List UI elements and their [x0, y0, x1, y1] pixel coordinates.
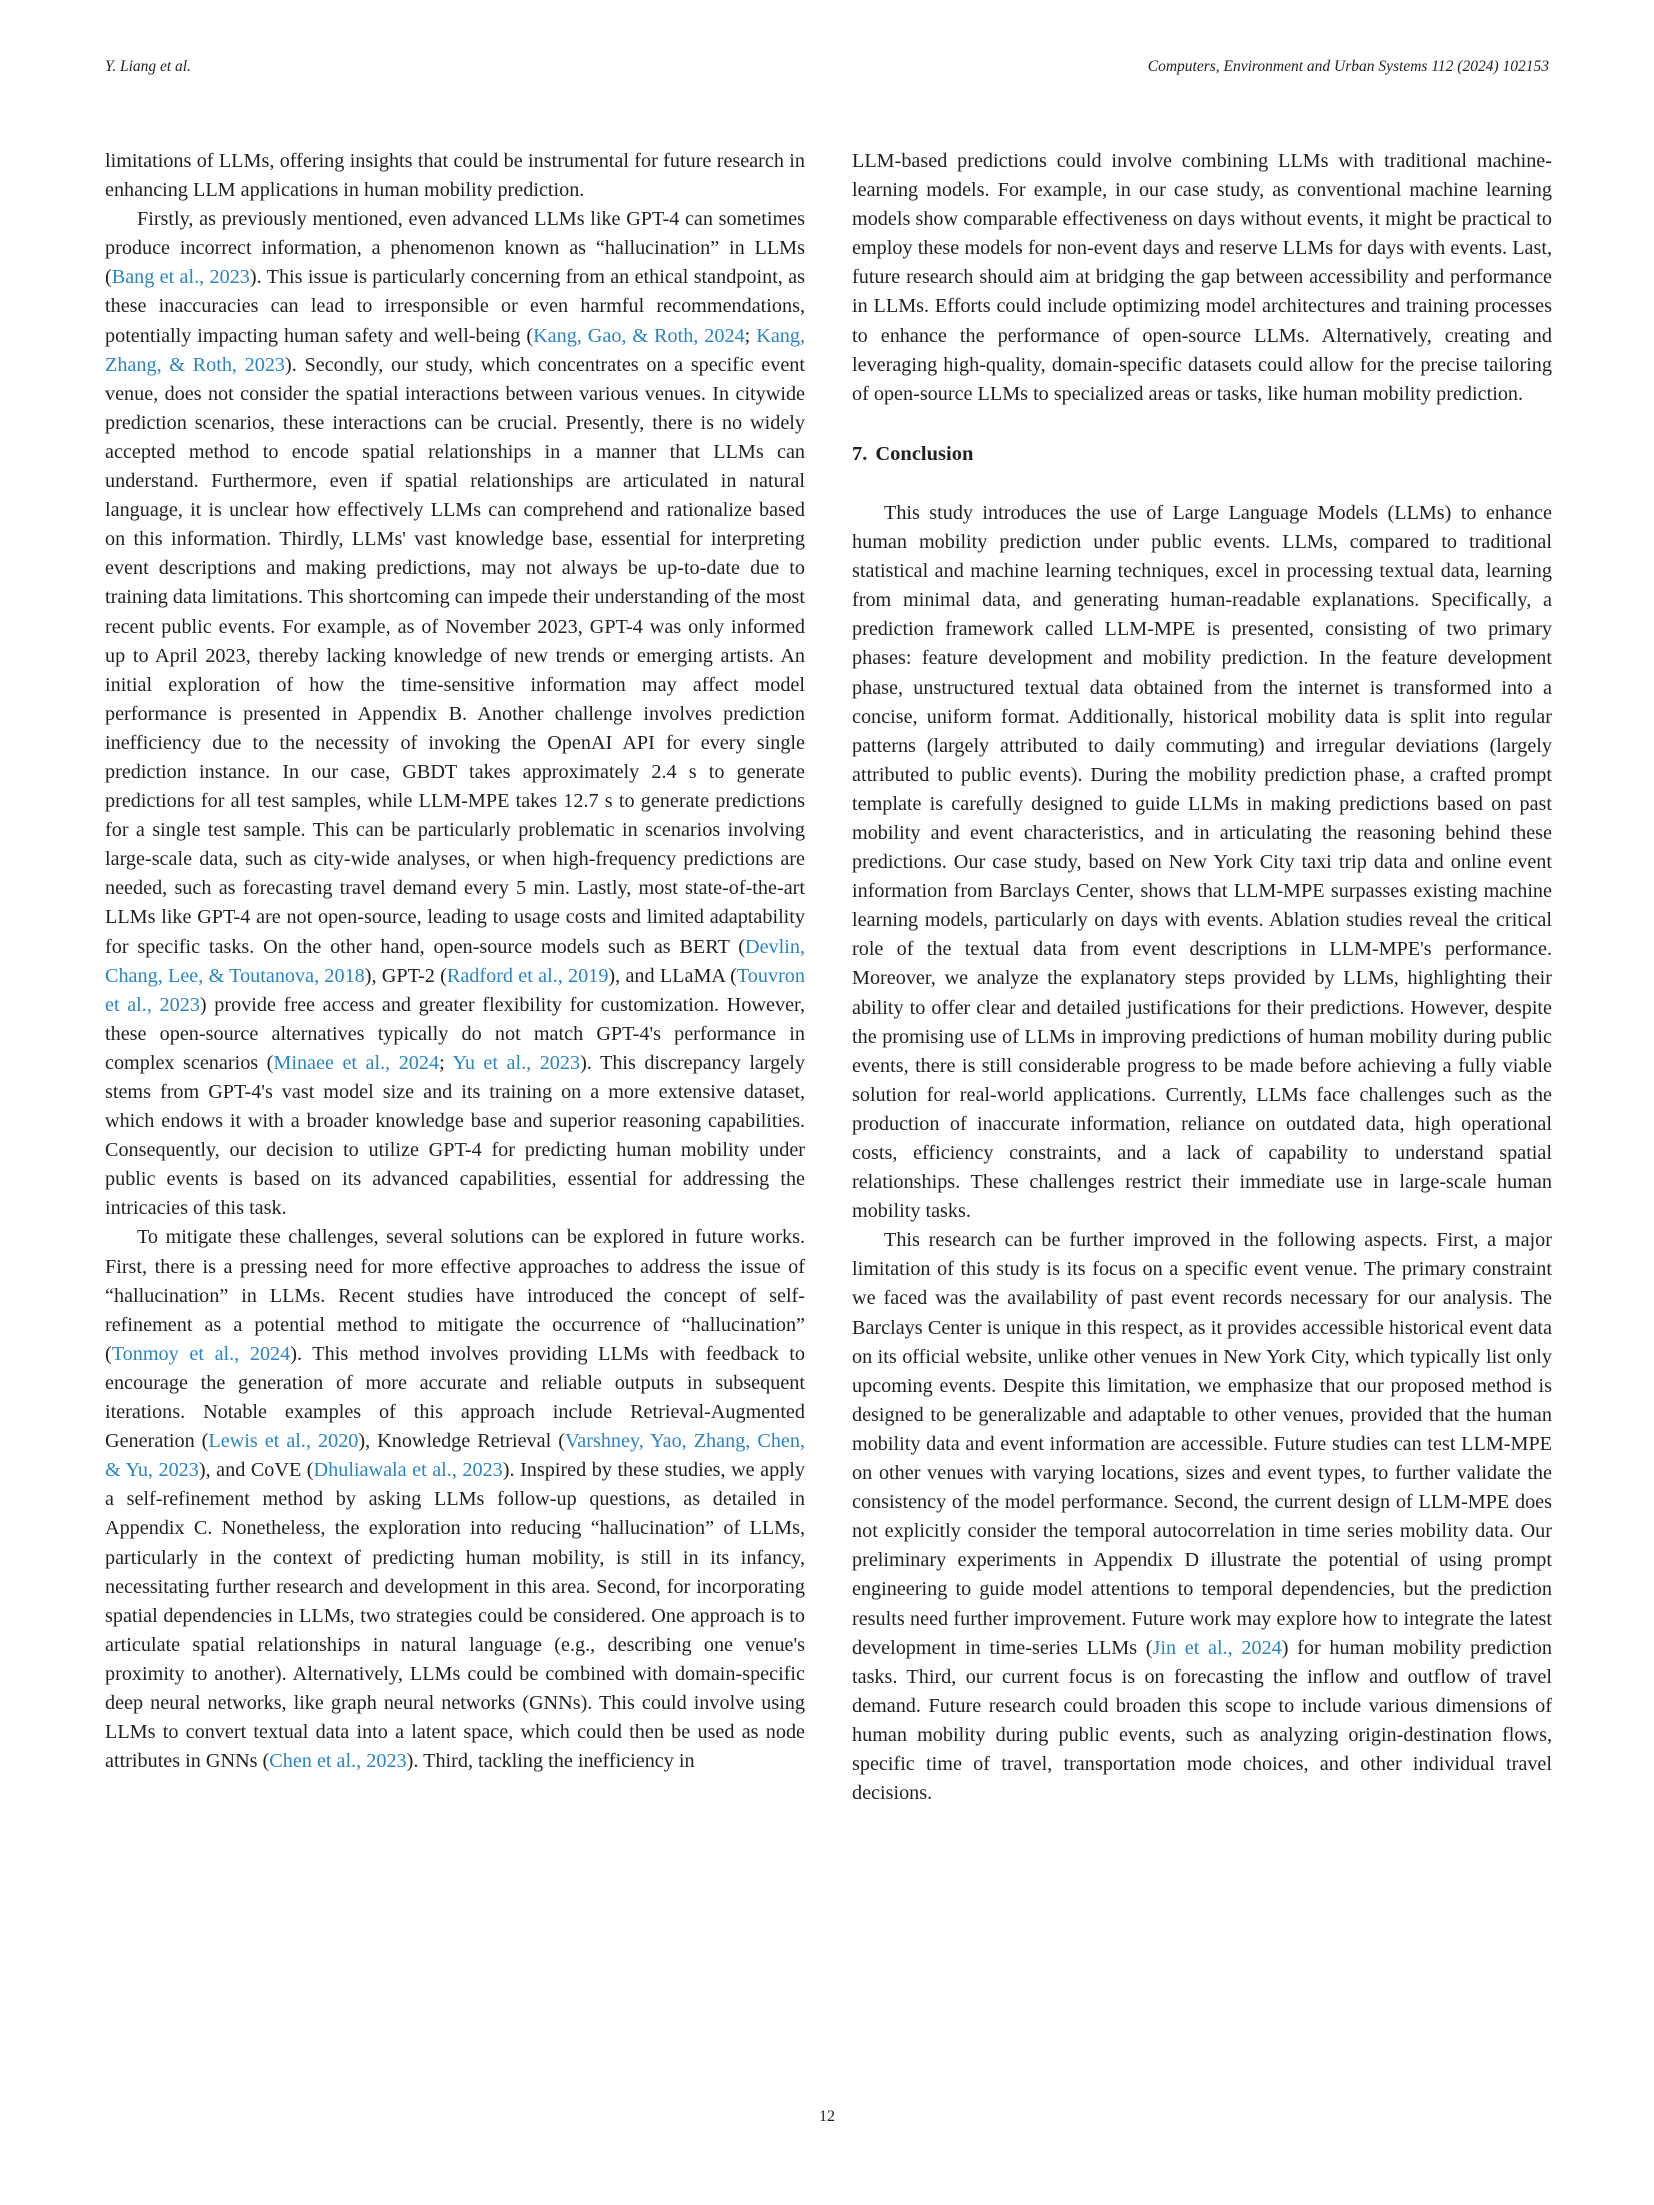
citation-link[interactable]: Chen et al., 2023: [269, 1750, 407, 1773]
citation-link[interactable]: Yu et al., 2023: [452, 1051, 581, 1074]
citation-link[interactable]: Minaee et al., 2024: [273, 1051, 440, 1074]
citation-link[interactable]: Bang et al., 2023: [111, 266, 250, 289]
text-run: ). This issue is particularly concerning from an ethical standpoint, as these inaccuracies can lead to irresponsible or even harmful recommendations, potentially impacting human safety and well-being (: [105, 266, 805, 347]
paragraph-continuation: limitations of LLMs, offering insights that could be instrumental for future research in enhancing LLM applications in human mobility prediction.: [105, 150, 805, 202]
section-title: Conclusion: [875, 442, 974, 465]
paragraph-continuation: LLM-based predictions could involve combining LLMs with traditional machine-learning models. For example, in our case study, as conventional machine learning models show comparable effectiveness on days without events, it might be practical to employ these models for non-event days and reserve LLMs for days with events. Last, future research should aim at bridging the gap between accessibility and performance in LLMs. Efforts could include optimizing model architectures and training processes to enhance the performance of open-source LLMs. Alternatively, creating and leveraging high-quality, domain-specific datasets could allow for the precise tailoring of open-source LLMs to specialized areas or tasks, like human mobility prediction.: [852, 150, 1552, 405]
text-run: To mitigate these challenges, several solutions can be explored in future works. First, there is a pressing need for more effective approaches to address the issue of “hallucination” in LLMs. Recent studies have introduced the concept of self-refinement as a potential method to mitigate the occurrence of “hallucination” (: [105, 1226, 805, 1365]
text-run: ). This discrepancy largely stems from GPT-4's vast model size and its training on a more extensive dataset, which endows it with a broader knowledge base and superior reasoning capabilities. Consequently, our decision to utilize GPT-4 for predicting human mobility under public events is based on its advanced capabilities, essential for addressing the intricacies of this task.: [105, 1051, 806, 1220]
text-run: ), and LLaMA (: [608, 964, 737, 987]
text-run: ). This method involves providing LLMs with feedback to encourage the generation of more accurate and reliable outputs in subsequent iterations. Notable examples of this approach include Retrieval-Augmented Generation (: [105, 1342, 805, 1453]
citation-link[interactable]: Jin et al., 2024: [1152, 1636, 1282, 1659]
text-run: ;: [744, 324, 757, 347]
text-run: ), Knowledge Retrieval (: [358, 1430, 565, 1453]
right-column: [852, 147, 1552, 1808]
section-heading-conclusion: [852, 440, 1552, 469]
citation-link[interactable]: Radford et al., 2019: [446, 964, 609, 987]
text-run: This research can be further improved in the following aspects. First, a major limitation of this study is its focus on a specific event venue. The primary constraint we faced was the availability of past event records necessary for our analysis. The Barclays Center is unique in this respect, as it provides accessible historical event data on its official website, unlike other venues in New York City, which typically list only upcoming events. Despite this limitation, we emphasize that our proposed method is designed to be generalizable and adaptable to other venues, provided that the human mobility data and event information are accessible. Future studies can test LLM-MPE on other venues with varying locations, sizes and event types, to further validate the consistency of the model performance. Second, the current design of LLM-MPE does not explicitly consider the temporal autocorrelation in time series mobility data. Our preliminary experiments in Appendix D illustrate the potential of using prompt engineering to guide model attentions to temporal dependencies, but the prediction results need further improvement. Future work may explore how to integrate the latest development in time-series LLMs (: [852, 1229, 1552, 1659]
citation-link[interactable]: Kang, Zhang, & Roth, 2023: [105, 324, 806, 376]
text-run: ). Secondly, our study, which concentrates on a specific event venue, does not consider the spatial interactions between various venues. In citywide prediction scenarios, these interactions can be crucial. Presently, there is no widely accepted method to encode spatial relationships in a manner that LLMs can understand. Furthermore, even if spatial relationships are articulated in natural language, it is unclear how effectively LLMs can comprehend and rationalize based on this information. Thirdly, LLMs' vast knowledge base, essential for interpreting event descriptions and making predictions, may not always be up-to-date due to training data limitations. This shortcoming can impede their understanding of the most recent public events. For example, as of November 2023, GPT-4 was only informed up to April 2023, thereby lacking knowledge of new trends or emerging artists. An initial exploration of how the time-sensitive information may affect model performance is presented in Appendix B. Another challenge involves prediction inefficiency due to the necessity of invoking the OpenAI API for every single prediction instance. In our case, GBDT takes approximately 2.4 s to generate predictions for all test samples, while LLM-MPE takes 12.7 s to generate predictions for a single test sample. This can be particularly problematic in scenarios involving large-scale data, such as city-wide analyses, or when high-frequency predictions are needed, such as forecasting travel demand every 5 min. Lastly, most state-of-the-art LLMs like GPT-4 are not open-source, leading to usage costs and limited adaptability for specific tasks. On the other hand, open-source models such as BERT (: [105, 353, 805, 958]
text-run: ;: [439, 1051, 453, 1074]
text-run: ) provide free access and greater flexibility for customization. However, these open-source alternatives typically do not match GPT-4's performance in complex scenarios (: [105, 993, 805, 1074]
section-number: 7.: [852, 442, 868, 465]
text-run: ) for human mobility prediction tasks. Third, our current focus is on forecasting the inflow and outflow of travel demand. Future research could broaden this scope to include various dimensions of human mobility during public events, such as analyzing origin-destination flows, specific time of travel, transportation mode choices, and other individual travel decisions.: [852, 1636, 1553, 1805]
paragraph-conclusion-summary: This study introduces the use of Large Language Models (LLMs) to enhance human mobility prediction under public events. LLMs, compared to traditional statistical and machine learning techniques, excel in processing textual data, learning from minimal data, and generating human-readable explanations. Specifically, a prediction framework called LLM-MPE is presented, consisting of two primary phases: feature development and mobility prediction. In the feature development phase, unstructured textual data obtained from the internet is transformed into a concise, uniform format. Additionally, historical mobility data is split into regular patterns (largely attributed to daily commuting) and irregular deviations (largely attributed to public events). During the mobility prediction phase, a crafted prompt template is carefully designed to guide LLMs in making predictions based on past mobility and event characteristics, and in articulating the reasoning behind these predictions. Our case study, based on New York City taxi trip data and online event information from Barclays Center, shows that LLM-MPE surpasses existing machine learning models, particularly on days with events. Ablation studies reveal the critical role of the textual data from event descriptions in LLM-MPE's performance. Moreover, we analyze the explanatory steps provided by LLMs, highlighting their ability to offer clear and detailed justifications for their predictions. However, despite the promising use of LLMs in improving predictions of human mobility during public events, there is still considerable progress to be made before achieving a fully viable solution for real-world applications. Currently, LLMs face challenges such as the production of inaccurate information, reliance on outdated data, high operational costs, efficiency constraints, and a lack of capability to understand spatial relationships. These challenges restrict their immediate use in large-scale human mobility tasks.: [852, 501, 1552, 1223]
citation-link[interactable]: Tonmoy et al., 2024: [111, 1342, 291, 1365]
citation-link[interactable]: Dhuliawala et al., 2023: [313, 1459, 503, 1482]
running-head: [105, 58, 1549, 82]
citation-link[interactable]: Lewis et al., 2020: [208, 1430, 359, 1453]
left-column: [105, 147, 805, 1776]
citation-link[interactable]: Devlin, Chang, Lee, & Toutanova, 2018: [105, 935, 805, 987]
text-run: ). Third, tackling the inefficiency in: [406, 1750, 695, 1773]
running-head-journal: Computers, Environment and Urban Systems 112 (2024) 102153: [1147, 58, 1549, 75]
text-run: ), GPT-2 (: [364, 964, 447, 987]
paragraph-solutions: [105, 1223, 805, 1776]
citation-link[interactable]: Touvron et al., 2023: [105, 964, 805, 1016]
text-run: ), and CoVE (: [198, 1459, 314, 1482]
page-number: 12: [819, 2108, 835, 2125]
citation-link[interactable]: Varshney, Yao, Zhang, Chen, & Yu, 2023: [105, 1430, 806, 1482]
paragraph-limitations: [105, 205, 805, 1223]
paragraph-future-work: [852, 1226, 1552, 1808]
running-head-authors: Y. Liang et al.: [105, 58, 191, 75]
citation-link[interactable]: Kang, Gao, & Roth, 2024: [533, 324, 745, 347]
text-run: Firstly, as previously mentioned, even advanced LLMs like GPT-4 can sometimes produce incorrect information, a phenomenon known as “hallucination” in LLMs (: [105, 208, 805, 289]
text-run: ). Inspired by these studies, we apply a self-refinement method by asking LLMs follow-up questions, as detailed in Appendix C. Nonetheless, the exploration into reducing “hallucination” of LLMs, particularly in the context of predicting human mobility, is still in its infancy, necessitating further research and development in this area. Second, for incorporating spatial dependencies in LLMs, two strategies could be considered. One approach is to articulate spatial relationships in natural language (e.g., describing one venue's proximity to another). Alternatively, LLMs could be combined with domain-specific deep neural networks, like graph neural networks (GNNs). This could involve using LLMs to convert textual data into a latent space, which could then be used as node attributes in GNNs (: [105, 1459, 806, 1773]
